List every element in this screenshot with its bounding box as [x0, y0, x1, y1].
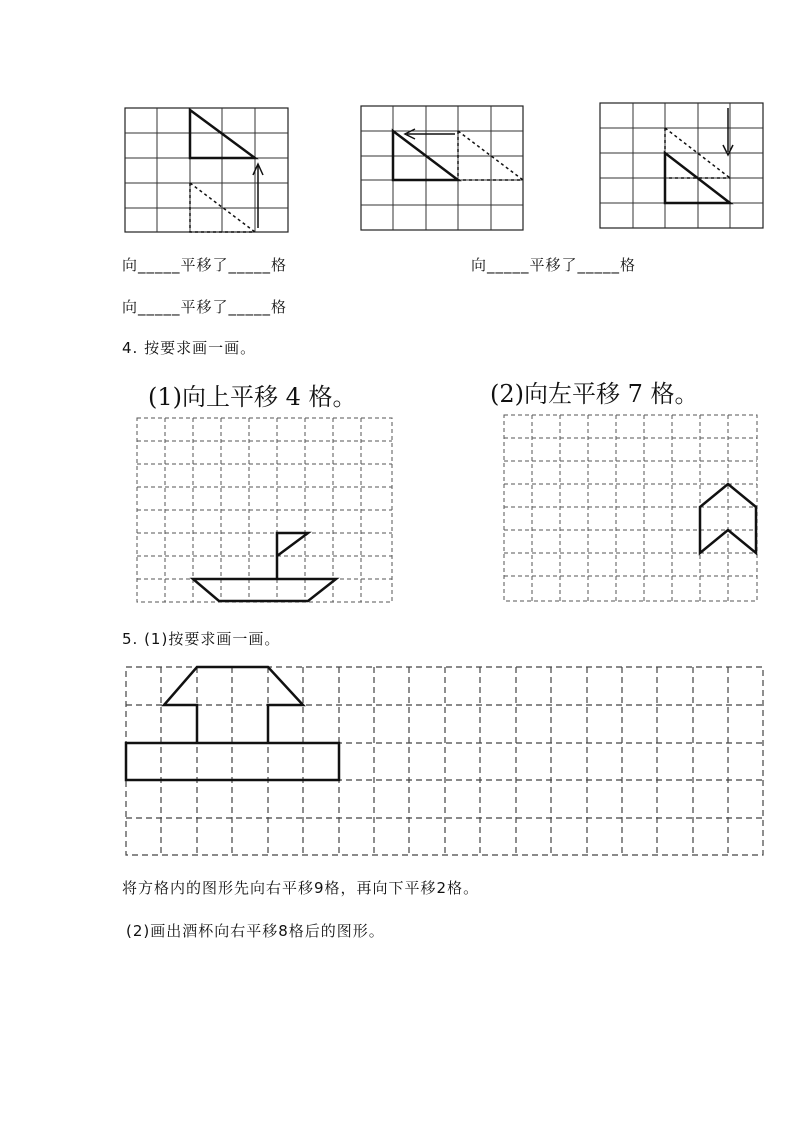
q3-blank-line-1: 向_____平移了_____格 — [122, 256, 288, 274]
q4-heading: 4. 按要求画一画。 — [122, 339, 257, 357]
q5-grid — [126, 667, 763, 855]
q3-grid-1 — [125, 108, 288, 232]
q5-heading: 5. (1)按要求画一画。 — [122, 630, 281, 648]
q4-part1-instruction: (1)向上平移 4 格。 — [148, 383, 357, 411]
q3-grid-2 — [361, 106, 523, 230]
q4-grid-boat — [137, 418, 392, 602]
q3-grid-3 — [600, 103, 763, 228]
q4-part2-instruction: (2)向左平移 7 格。 — [490, 380, 699, 408]
q3-blank-line-3: 向_____平移了_____格 — [122, 298, 288, 316]
q4-grid-chevron — [504, 415, 757, 601]
q3-blank-line-2: 向_____平移了_____格 — [471, 256, 637, 274]
q5-part2: (2)画出酒杯向右平移8格后的图形。 — [126, 922, 385, 940]
q5-instruction: 将方格内的图形先向右平移9格，再向下平移2格。 — [122, 879, 480, 897]
